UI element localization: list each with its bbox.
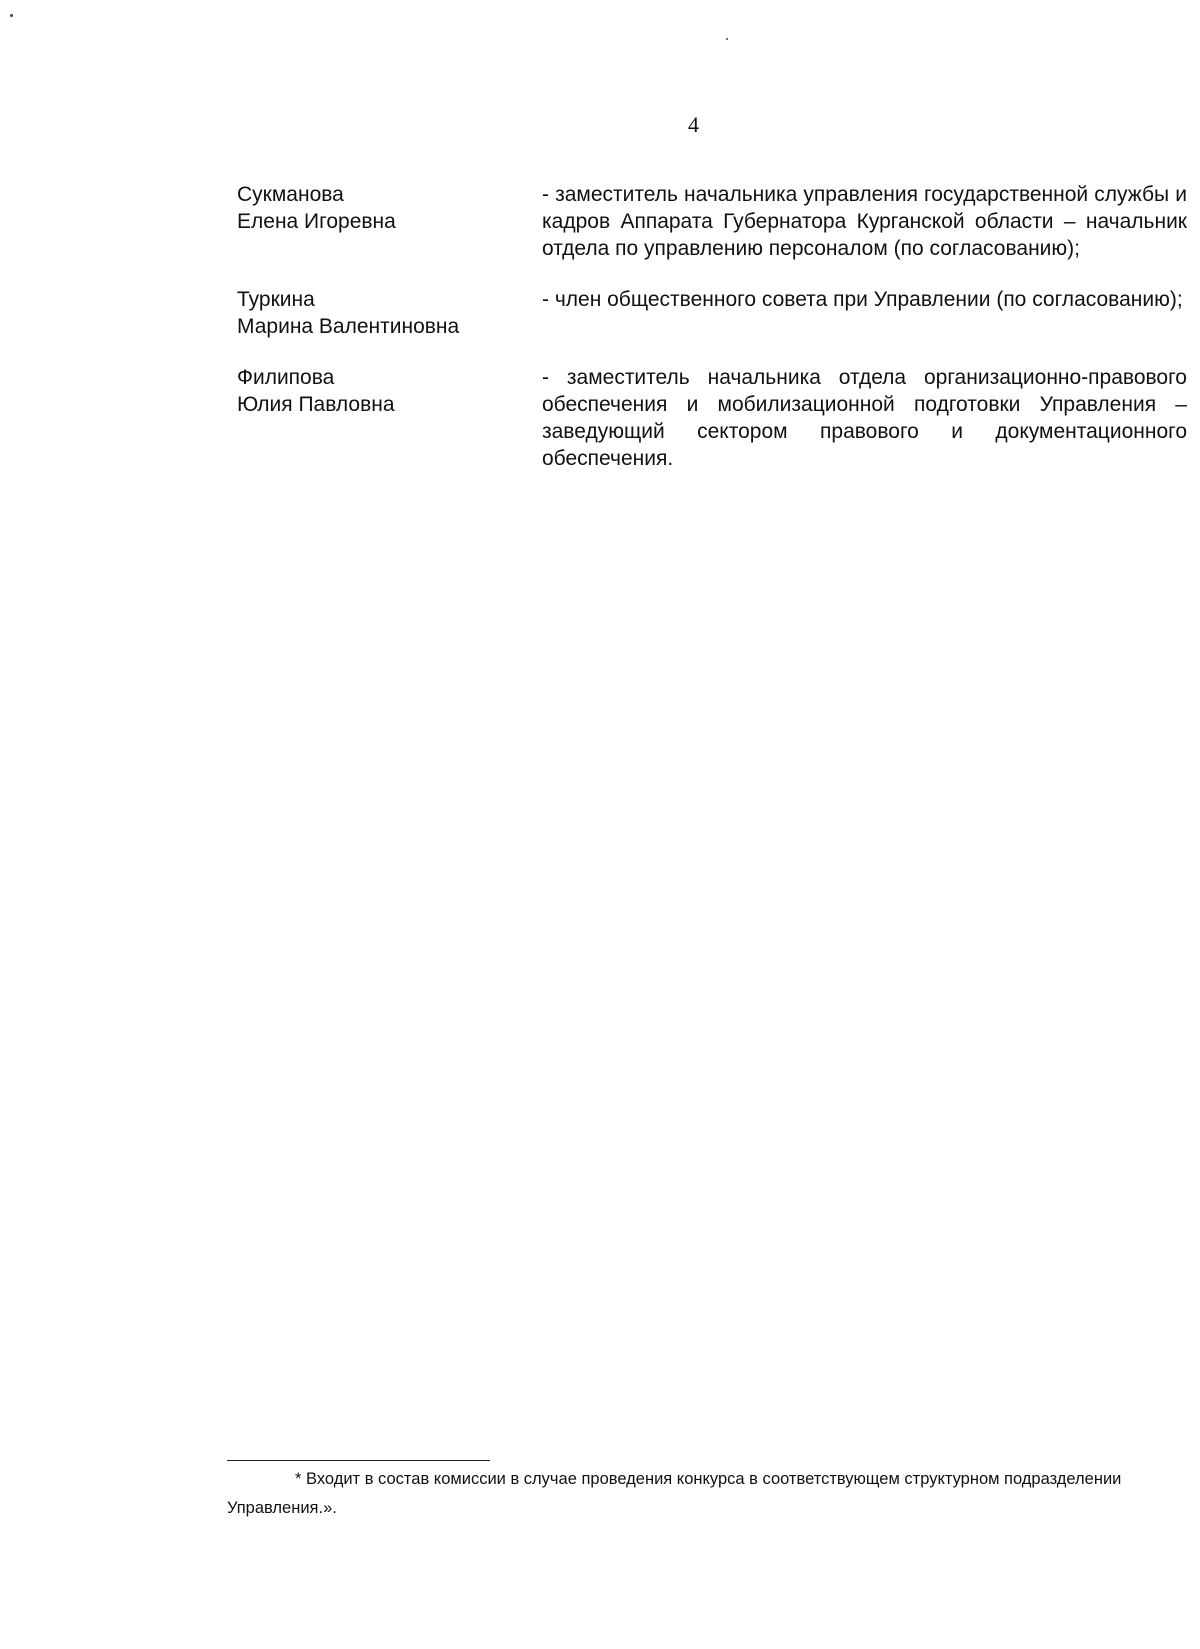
footnote-text: * Входит в состав комиссии в случае проведения конкурса в соответствующем структурном подразделении Управления.». [227, 1470, 1122, 1517]
member-role: - заместитель начальника отдела организационно-правового обеспечения и мобилизационной подготовки Управления – заведующий сектором правового и документационного обеспечения. [542, 366, 1187, 470]
scan-speck [726, 38, 728, 40]
scan-speck [10, 14, 13, 17]
member-entry [237, 286, 1187, 340]
member-given-names: Марина Валентиновна [237, 315, 460, 338]
footnote-divider [227, 1460, 490, 1461]
member-surname: Филипова [237, 366, 335, 389]
member-name [237, 181, 542, 262]
member-surname: Сукманова [237, 183, 344, 206]
member-list [237, 181, 1187, 496]
member-entry [237, 364, 1187, 472]
member-given-names: Елена Игоревна [237, 210, 396, 233]
member-name [237, 364, 542, 472]
member-role: - член общественного совета при Управлении (по согласованию); [542, 288, 1183, 311]
member-surname: Туркина [237, 288, 315, 311]
page-number: 4 [688, 112, 699, 137]
member-given-names: Юлия Павловна [237, 393, 395, 416]
member-role: - заместитель начальника управления государственной службы и кадров Аппарата Губернатора Курганской области – начальник отдела по управлению персоналом (по согласованию); [542, 183, 1187, 260]
member-entry [237, 181, 1187, 262]
member-name [237, 286, 542, 340]
